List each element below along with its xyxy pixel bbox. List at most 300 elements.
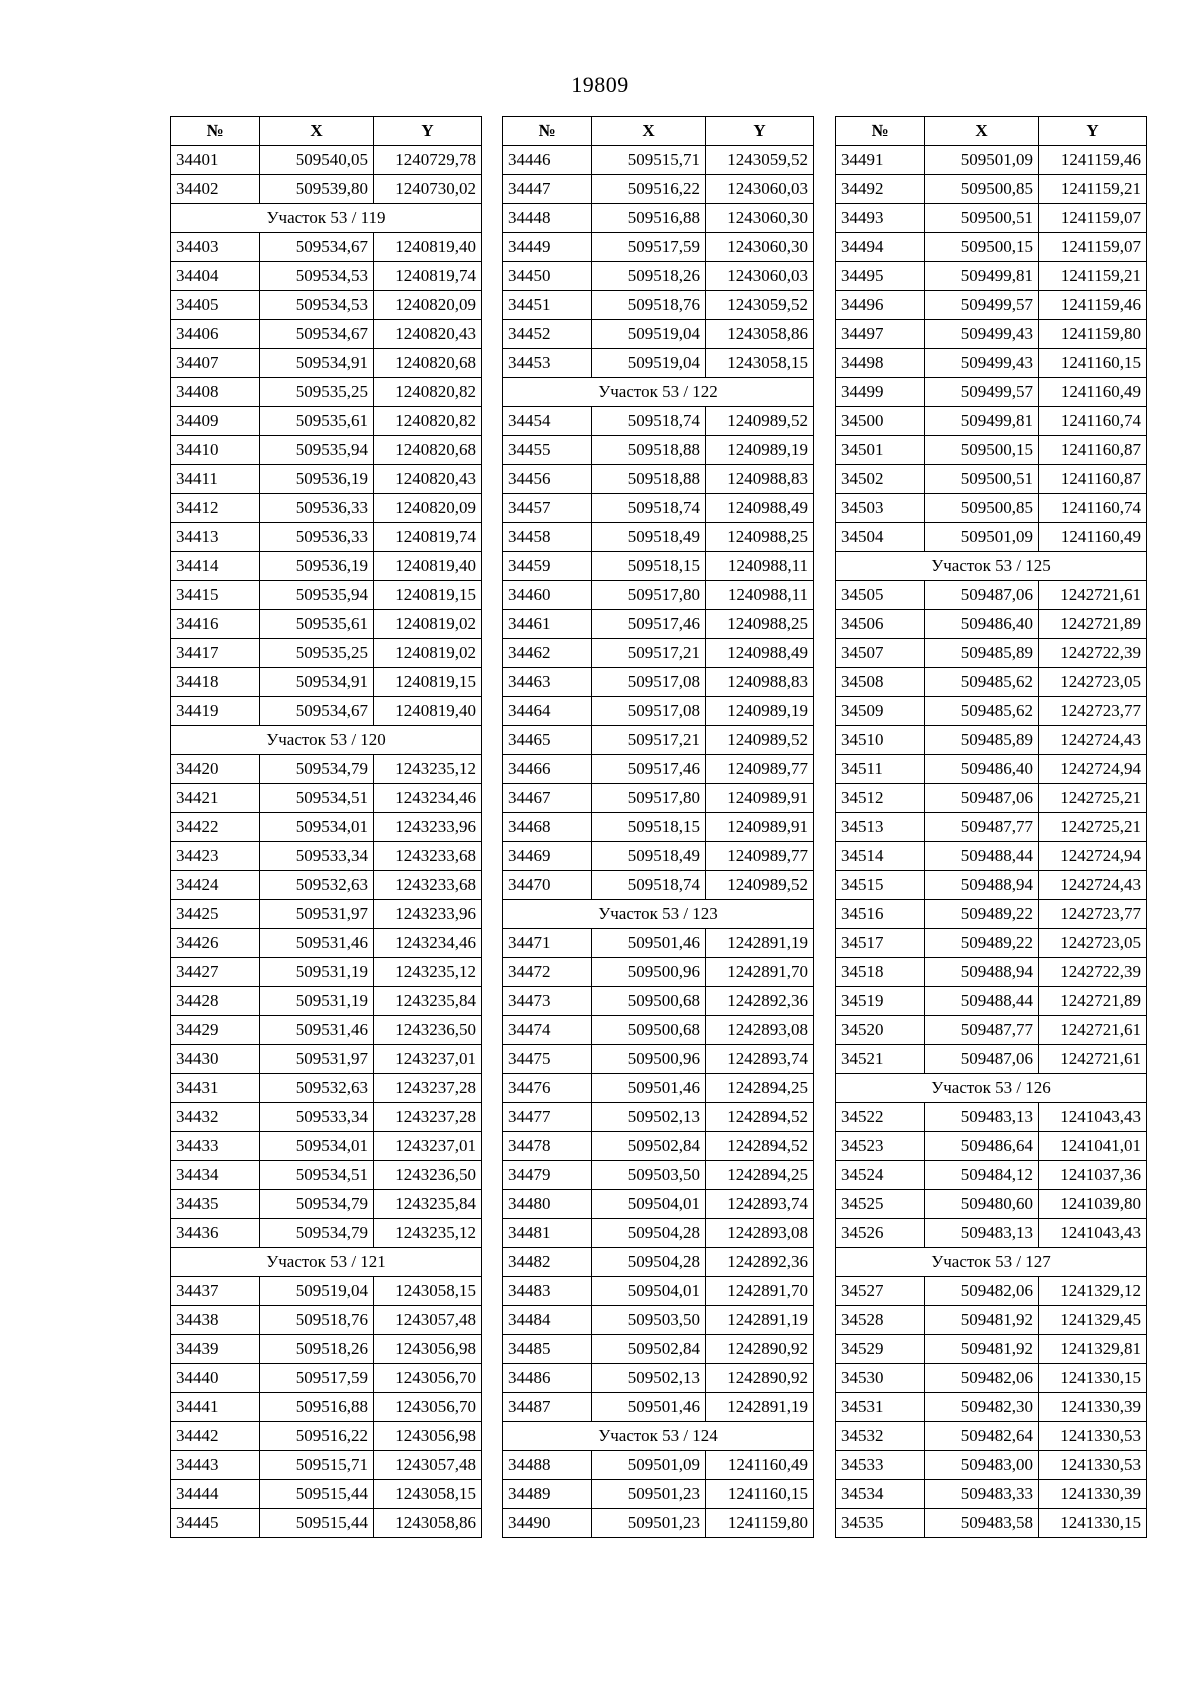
table-row xyxy=(503,436,814,465)
coord-x: 509501,09 xyxy=(925,523,1039,552)
point-number: 34448 xyxy=(503,204,592,233)
point-number: 34475 xyxy=(503,1045,592,1074)
section-title: Участок 53 / 127 xyxy=(836,1248,1147,1277)
coord-x: 509534,67 xyxy=(260,697,374,726)
point-number: 34426 xyxy=(171,929,260,958)
point-number: 34409 xyxy=(171,407,260,436)
coord-x: 509517,46 xyxy=(592,610,706,639)
point-number: 34520 xyxy=(836,1016,925,1045)
table-row xyxy=(836,1016,1147,1045)
table-row xyxy=(503,1103,814,1132)
table-row xyxy=(503,1016,814,1045)
coord-y: 1243235,12 xyxy=(374,958,482,987)
table-row xyxy=(171,1422,482,1451)
point-number: 34459 xyxy=(503,552,592,581)
table-row xyxy=(171,1103,482,1132)
coord-y: 1241329,12 xyxy=(1039,1277,1147,1306)
coord-y: 1242891,19 xyxy=(706,1393,814,1422)
coord-y: 1242893,74 xyxy=(706,1190,814,1219)
point-number: 34439 xyxy=(171,1335,260,1364)
table-row xyxy=(836,668,1147,697)
table-row xyxy=(836,465,1147,494)
coord-y: 1243058,15 xyxy=(374,1277,482,1306)
point-number: 34420 xyxy=(171,755,260,784)
table-row xyxy=(171,407,482,436)
coord-y: 1243060,30 xyxy=(706,204,814,233)
coord-x: 509539,80 xyxy=(260,175,374,204)
point-number: 34474 xyxy=(503,1016,592,1045)
point-number: 34467 xyxy=(503,784,592,813)
coord-y: 1243237,01 xyxy=(374,1132,482,1161)
point-number: 34411 xyxy=(171,465,260,494)
point-number: 34486 xyxy=(503,1364,592,1393)
point-number: 34438 xyxy=(171,1306,260,1335)
coord-x: 509500,15 xyxy=(925,233,1039,262)
table-row xyxy=(836,204,1147,233)
point-number: 34506 xyxy=(836,610,925,639)
point-number: 34419 xyxy=(171,697,260,726)
coord-x: 509484,12 xyxy=(925,1161,1039,1190)
table-row xyxy=(836,784,1147,813)
coord-y: 1240820,09 xyxy=(374,494,482,523)
table-row xyxy=(171,1480,482,1509)
coord-x: 509519,04 xyxy=(260,1277,374,1306)
table-row xyxy=(836,755,1147,784)
point-number: 34469 xyxy=(503,842,592,871)
table-row xyxy=(836,1509,1147,1538)
point-number: 34465 xyxy=(503,726,592,755)
coord-x: 509501,46 xyxy=(592,929,706,958)
table-row xyxy=(171,291,482,320)
coord-y: 1242893,74 xyxy=(706,1045,814,1074)
table-row xyxy=(836,987,1147,1016)
point-number: 34495 xyxy=(836,262,925,291)
point-number: 34521 xyxy=(836,1045,925,1074)
point-number: 34404 xyxy=(171,262,260,291)
point-number: 34489 xyxy=(503,1480,592,1509)
coord-x: 509500,68 xyxy=(592,1016,706,1045)
table-row xyxy=(171,639,482,668)
point-number: 34431 xyxy=(171,1074,260,1103)
coord-y: 1241330,39 xyxy=(1039,1480,1147,1509)
table-row xyxy=(171,784,482,813)
section-row xyxy=(171,1248,482,1277)
coord-y: 1241160,49 xyxy=(1039,378,1147,407)
table-row xyxy=(836,175,1147,204)
point-number: 34527 xyxy=(836,1277,925,1306)
coord-y: 1240989,91 xyxy=(706,784,814,813)
table-row xyxy=(836,1161,1147,1190)
coord-x: 509489,22 xyxy=(925,900,1039,929)
table-row xyxy=(171,146,482,175)
point-number: 34504 xyxy=(836,523,925,552)
table-row xyxy=(171,175,482,204)
point-number: 34532 xyxy=(836,1422,925,1451)
coord-y: 1243058,15 xyxy=(374,1480,482,1509)
coord-y: 1240989,52 xyxy=(706,871,814,900)
point-number: 34451 xyxy=(503,291,592,320)
table-row xyxy=(171,1306,482,1335)
coord-x: 509519,04 xyxy=(592,320,706,349)
coord-y: 1242893,08 xyxy=(706,1219,814,1248)
table-row xyxy=(503,871,814,900)
coord-x: 509480,60 xyxy=(925,1190,1039,1219)
point-number: 34525 xyxy=(836,1190,925,1219)
coord-y: 1240989,52 xyxy=(706,726,814,755)
coord-y: 1243235,12 xyxy=(374,1219,482,1248)
table-row xyxy=(503,987,814,1016)
table-row xyxy=(836,378,1147,407)
coord-y: 1242721,89 xyxy=(1039,987,1147,1016)
table-row xyxy=(503,1219,814,1248)
table-row xyxy=(171,436,482,465)
point-number: 34526 xyxy=(836,1219,925,1248)
point-number: 34488 xyxy=(503,1451,592,1480)
coord-y: 1243059,52 xyxy=(706,146,814,175)
point-number: 34518 xyxy=(836,958,925,987)
coord-y: 1241330,53 xyxy=(1039,1451,1147,1480)
table-row xyxy=(836,320,1147,349)
point-number: 34491 xyxy=(836,146,925,175)
table-row xyxy=(503,320,814,349)
coord-x: 509488,44 xyxy=(925,842,1039,871)
point-number: 34477 xyxy=(503,1103,592,1132)
coord-y: 1243056,98 xyxy=(374,1335,482,1364)
point-number: 34454 xyxy=(503,407,592,436)
point-number: 34500 xyxy=(836,407,925,436)
point-number: 34403 xyxy=(171,233,260,262)
coord-x: 509499,57 xyxy=(925,291,1039,320)
coord-y: 1241330,15 xyxy=(1039,1364,1147,1393)
table-row xyxy=(171,987,482,1016)
section-title: Участок 53 / 121 xyxy=(171,1248,482,1277)
table-row xyxy=(171,581,482,610)
coord-y: 1243236,50 xyxy=(374,1161,482,1190)
point-number: 34421 xyxy=(171,784,260,813)
table-row xyxy=(836,233,1147,262)
table-row xyxy=(171,1509,482,1538)
point-number: 34476 xyxy=(503,1074,592,1103)
point-number: 34457 xyxy=(503,494,592,523)
coord-y: 1240989,19 xyxy=(706,436,814,465)
table-row xyxy=(503,552,814,581)
coord-y: 1243060,03 xyxy=(706,175,814,204)
coord-y: 1240988,25 xyxy=(706,523,814,552)
table-row xyxy=(503,668,814,697)
point-number: 34512 xyxy=(836,784,925,813)
coord-y: 1243233,68 xyxy=(374,871,482,900)
coord-y: 1242891,70 xyxy=(706,958,814,987)
coord-x: 509517,46 xyxy=(592,755,706,784)
coord-y: 1242723,77 xyxy=(1039,900,1147,929)
table-row xyxy=(171,1074,482,1103)
point-number: 34410 xyxy=(171,436,260,465)
coord-x: 509483,13 xyxy=(925,1219,1039,1248)
table-row xyxy=(503,1248,814,1277)
coord-x: 509517,21 xyxy=(592,726,706,755)
table-row xyxy=(503,610,814,639)
section-title: Участок 53 / 119 xyxy=(171,204,482,233)
coord-x: 509516,22 xyxy=(260,1422,374,1451)
point-number: 34480 xyxy=(503,1190,592,1219)
coord-y: 1242725,21 xyxy=(1039,813,1147,842)
coord-y: 1240819,74 xyxy=(374,523,482,552)
point-number: 34424 xyxy=(171,871,260,900)
coord-x: 509535,94 xyxy=(260,581,374,610)
table-row xyxy=(171,523,482,552)
table-row xyxy=(503,726,814,755)
coord-y: 1243058,86 xyxy=(706,320,814,349)
point-number: 34427 xyxy=(171,958,260,987)
point-number: 34466 xyxy=(503,755,592,784)
point-number: 34472 xyxy=(503,958,592,987)
table-row xyxy=(836,929,1147,958)
section-row xyxy=(836,552,1147,581)
coord-x: 509535,94 xyxy=(260,436,374,465)
coord-x: 509515,71 xyxy=(592,146,706,175)
table-row xyxy=(503,1074,814,1103)
table-row xyxy=(171,813,482,842)
coord-y: 1240988,83 xyxy=(706,668,814,697)
coord-x: 509534,91 xyxy=(260,668,374,697)
coord-x: 509518,49 xyxy=(592,523,706,552)
coord-x: 509500,51 xyxy=(925,465,1039,494)
coord-x: 509531,97 xyxy=(260,1045,374,1074)
coord-y: 1242894,52 xyxy=(706,1132,814,1161)
point-number: 34443 xyxy=(171,1451,260,1480)
table-row xyxy=(171,465,482,494)
coord-y: 1240988,11 xyxy=(706,581,814,610)
coord-y: 1241043,43 xyxy=(1039,1219,1147,1248)
table-row xyxy=(171,349,482,378)
point-number: 34408 xyxy=(171,378,260,407)
point-number: 34498 xyxy=(836,349,925,378)
section-row xyxy=(171,726,482,755)
table-row xyxy=(836,726,1147,755)
coord-y: 1240989,52 xyxy=(706,407,814,436)
coord-x: 509487,06 xyxy=(925,1045,1039,1074)
coord-y: 1243233,96 xyxy=(374,813,482,842)
coord-y: 1241160,74 xyxy=(1039,407,1147,436)
table-row xyxy=(503,1335,814,1364)
point-number: 34494 xyxy=(836,233,925,262)
coord-x: 509485,62 xyxy=(925,668,1039,697)
coord-y: 1242722,39 xyxy=(1039,639,1147,668)
table-row xyxy=(171,320,482,349)
point-number: 34416 xyxy=(171,610,260,639)
table-row xyxy=(171,378,482,407)
coordinates-table-left xyxy=(170,116,482,1538)
table-row xyxy=(171,697,482,726)
point-number: 34514 xyxy=(836,842,925,871)
coord-x: 509535,25 xyxy=(260,378,374,407)
point-number: 34452 xyxy=(503,320,592,349)
coord-x: 509486,40 xyxy=(925,755,1039,784)
coord-x: 509488,94 xyxy=(925,871,1039,900)
coord-x: 509518,49 xyxy=(592,842,706,871)
header-y: Y xyxy=(374,117,482,146)
table-row xyxy=(503,1393,814,1422)
point-number: 34493 xyxy=(836,204,925,233)
table-row xyxy=(171,262,482,291)
point-number: 34418 xyxy=(171,668,260,697)
table-row xyxy=(836,146,1147,175)
coord-x: 509531,19 xyxy=(260,958,374,987)
coord-x: 509502,84 xyxy=(592,1335,706,1364)
table-row xyxy=(503,523,814,552)
coord-x: 509483,33 xyxy=(925,1480,1039,1509)
table-row xyxy=(836,958,1147,987)
coord-x: 509515,44 xyxy=(260,1480,374,1509)
table-row xyxy=(171,1364,482,1393)
table-row xyxy=(836,494,1147,523)
table-row xyxy=(503,958,814,987)
coord-x: 509500,96 xyxy=(592,958,706,987)
coord-y: 1241160,49 xyxy=(706,1451,814,1480)
coord-y: 1241037,36 xyxy=(1039,1161,1147,1190)
table-row xyxy=(836,1335,1147,1364)
table-row xyxy=(171,610,482,639)
table-row xyxy=(171,1190,482,1219)
coord-x: 509501,46 xyxy=(592,1074,706,1103)
header-x: X xyxy=(592,117,706,146)
section-title: Участок 53 / 125 xyxy=(836,552,1147,581)
table-row xyxy=(171,1393,482,1422)
table-row xyxy=(836,639,1147,668)
coord-x: 509499,81 xyxy=(925,262,1039,291)
coord-y: 1243233,68 xyxy=(374,842,482,871)
point-number: 34468 xyxy=(503,813,592,842)
coord-x: 509534,67 xyxy=(260,320,374,349)
header-number: № xyxy=(503,117,592,146)
coord-y: 1241160,74 xyxy=(1039,494,1147,523)
coordinates-table-right xyxy=(835,116,1147,1538)
coord-y: 1240819,02 xyxy=(374,639,482,668)
point-number: 34429 xyxy=(171,1016,260,1045)
coord-x: 509516,22 xyxy=(592,175,706,204)
coord-y: 1242724,94 xyxy=(1039,842,1147,871)
coord-x: 509482,06 xyxy=(925,1277,1039,1306)
coord-x: 509517,21 xyxy=(592,639,706,668)
coord-x: 509487,06 xyxy=(925,581,1039,610)
point-number: 34481 xyxy=(503,1219,592,1248)
point-number: 34522 xyxy=(836,1103,925,1132)
table-row xyxy=(836,697,1147,726)
section-title: Участок 53 / 120 xyxy=(171,726,482,755)
table-row xyxy=(836,436,1147,465)
coord-y: 1240989,77 xyxy=(706,842,814,871)
coord-x: 509485,89 xyxy=(925,639,1039,668)
coord-x: 509516,88 xyxy=(260,1393,374,1422)
coord-x: 509536,19 xyxy=(260,552,374,581)
table-row xyxy=(836,1132,1147,1161)
coord-x: 509485,62 xyxy=(925,697,1039,726)
coord-x: 509504,28 xyxy=(592,1219,706,1248)
table-row xyxy=(503,407,814,436)
coord-y: 1240819,15 xyxy=(374,668,482,697)
point-number: 34535 xyxy=(836,1509,925,1538)
table-row xyxy=(503,1480,814,1509)
coord-x: 509517,59 xyxy=(260,1364,374,1393)
coord-x: 509502,13 xyxy=(592,1364,706,1393)
coord-y: 1241160,15 xyxy=(1039,349,1147,378)
coord-x: 509488,94 xyxy=(925,958,1039,987)
table-row xyxy=(503,1364,814,1393)
coord-x: 509515,44 xyxy=(260,1509,374,1538)
coord-y: 1241329,81 xyxy=(1039,1335,1147,1364)
table-row xyxy=(503,1045,814,1074)
coord-x: 509485,89 xyxy=(925,726,1039,755)
coord-x: 509518,88 xyxy=(592,465,706,494)
coord-y: 1240819,40 xyxy=(374,697,482,726)
point-number: 34463 xyxy=(503,668,592,697)
coord-y: 1242721,61 xyxy=(1039,1045,1147,1074)
table-row xyxy=(503,465,814,494)
coord-y: 1242723,05 xyxy=(1039,929,1147,958)
point-number: 34485 xyxy=(503,1335,592,1364)
point-number: 34422 xyxy=(171,813,260,842)
coord-x: 509534,79 xyxy=(260,755,374,784)
table-row xyxy=(503,1451,814,1480)
point-number: 34446 xyxy=(503,146,592,175)
point-number: 34510 xyxy=(836,726,925,755)
coord-x: 509481,92 xyxy=(925,1335,1039,1364)
coord-y: 1243235,12 xyxy=(374,755,482,784)
table-row xyxy=(503,146,814,175)
table-row xyxy=(836,1451,1147,1480)
coord-x: 509503,50 xyxy=(592,1161,706,1190)
point-number: 34529 xyxy=(836,1335,925,1364)
table-row xyxy=(503,1161,814,1190)
coord-y: 1240820,43 xyxy=(374,465,482,494)
coord-x: 509501,46 xyxy=(592,1393,706,1422)
coord-y: 1242890,92 xyxy=(706,1335,814,1364)
coord-x: 509534,53 xyxy=(260,291,374,320)
table-row xyxy=(836,1277,1147,1306)
section-title: Участок 53 / 122 xyxy=(503,378,814,407)
coord-y: 1240819,02 xyxy=(374,610,482,639)
coord-y: 1240988,49 xyxy=(706,639,814,668)
point-number: 34471 xyxy=(503,929,592,958)
table-row xyxy=(171,1219,482,1248)
coord-y: 1243234,46 xyxy=(374,784,482,813)
table-row xyxy=(836,871,1147,900)
coord-y: 1243056,98 xyxy=(374,1422,482,1451)
point-number: 34517 xyxy=(836,929,925,958)
table-row xyxy=(171,233,482,262)
point-number: 34482 xyxy=(503,1248,592,1277)
coord-y: 1242892,36 xyxy=(706,1248,814,1277)
point-number: 34413 xyxy=(171,523,260,552)
point-number: 34484 xyxy=(503,1306,592,1335)
coord-x: 509517,08 xyxy=(592,668,706,697)
header-x: X xyxy=(260,117,374,146)
coord-y: 1243057,48 xyxy=(374,1451,482,1480)
coord-y: 1241041,01 xyxy=(1039,1132,1147,1161)
table-row xyxy=(171,1016,482,1045)
point-number: 34449 xyxy=(503,233,592,262)
point-number: 34455 xyxy=(503,436,592,465)
coord-x: 509501,23 xyxy=(592,1509,706,1538)
coord-x: 509487,06 xyxy=(925,784,1039,813)
point-number: 34435 xyxy=(171,1190,260,1219)
coord-y: 1241330,53 xyxy=(1039,1422,1147,1451)
coord-y: 1241330,39 xyxy=(1039,1393,1147,1422)
coord-y: 1242724,43 xyxy=(1039,726,1147,755)
coord-x: 509535,61 xyxy=(260,407,374,436)
table-row xyxy=(171,1132,482,1161)
table-row xyxy=(836,610,1147,639)
